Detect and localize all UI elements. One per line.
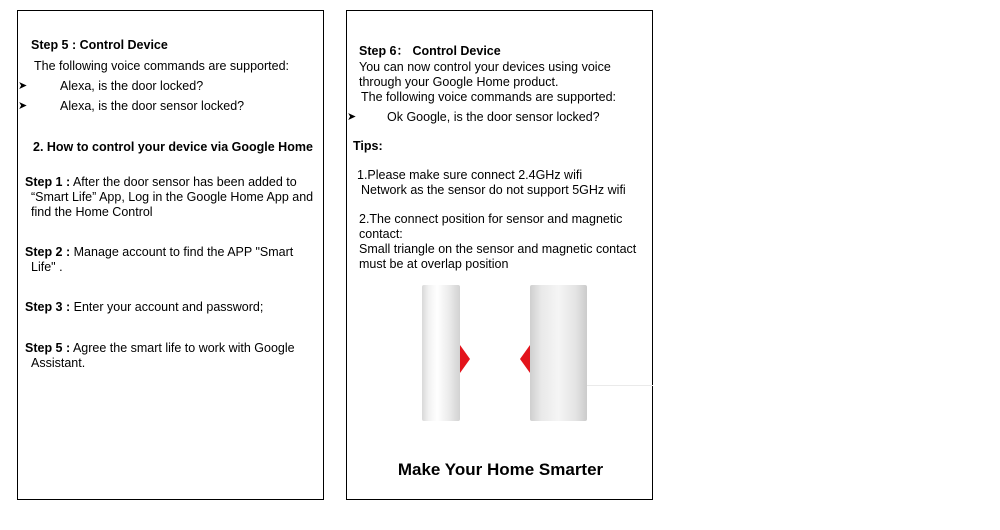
tip2-line3: Small triangle on the sensor and magnetic contact	[359, 242, 637, 256]
intro-line2: through your Google Home product.	[359, 75, 559, 89]
intro-line1: You can now control your devices using voice	[359, 60, 611, 74]
step2-line1	[25, 245, 293, 260]
intro-line3: The following voice commands are supported:	[361, 90, 616, 104]
right-page	[346, 10, 653, 500]
tip2-line1: 2.The connect position for sensor and magnetic	[359, 212, 623, 226]
voice-commands-intro: The following voice commands are supported:	[34, 59, 289, 73]
step3-text-1: Enter your account and password;	[73, 300, 264, 314]
step3-label: Step 3 :	[25, 300, 71, 314]
tip2-line2: contact:	[359, 227, 403, 241]
arrow-bullet-icon: ➤	[18, 80, 28, 92]
magnet-triangle-mark	[520, 345, 530, 373]
google-command-item: Ok Google, is the door sensor locked?	[387, 110, 600, 124]
step5-title: Step 5 : Control Device	[31, 38, 168, 52]
step1-text-1: After the door sensor has been added to	[72, 175, 297, 189]
sensor-illustration	[407, 285, 657, 425]
arrow-bullet-icon: ➤	[18, 100, 28, 112]
step1-label: Step 1 :	[25, 175, 71, 189]
step1-line2: “Smart Life” App, Log in the Google Home App and	[31, 190, 314, 204]
step5b-line2: Assistant.	[31, 356, 86, 370]
step5b-label: Step 5 :	[25, 341, 71, 355]
tip1-line1: 1.Please make sure connect 2.4GHz wifi	[357, 168, 583, 182]
tips-title: Tips:	[353, 139, 383, 153]
step2-label: Step 2 :	[25, 245, 71, 259]
arrow-bullet-icon: ➤	[347, 111, 357, 123]
step6-title: Step 6： Control Device	[359, 44, 501, 58]
step1-line1	[25, 175, 297, 190]
slogan: Make Your Home Smarter	[397, 460, 604, 479]
command-item-2: Alexa, is the door sensor locked?	[60, 99, 245, 113]
left-page	[17, 10, 324, 500]
shadow-line	[587, 385, 653, 386]
step5b-text-1: Agree the smart life to work with Google	[72, 341, 295, 355]
magnetic-contact-body	[530, 285, 587, 421]
door-sensor-body	[422, 285, 460, 421]
step2-line2: Life" .	[31, 260, 63, 274]
step1-line3: find the Home Control	[31, 205, 153, 219]
step3-line1	[25, 300, 263, 315]
tip2-line4: must be at overlap position	[359, 257, 509, 271]
step2-text-1: Manage account to find the APP "Smart	[73, 245, 294, 259]
google-home-section-heading: 2. How to control your device via Google Home	[33, 140, 313, 154]
command-item-1: Alexa, is the door locked?	[60, 79, 204, 93]
step5b-line1	[25, 341, 295, 356]
tip1-line2: Network as the sensor do not support 5GHz wifi	[361, 183, 626, 197]
sensor-triangle-mark	[460, 345, 470, 373]
